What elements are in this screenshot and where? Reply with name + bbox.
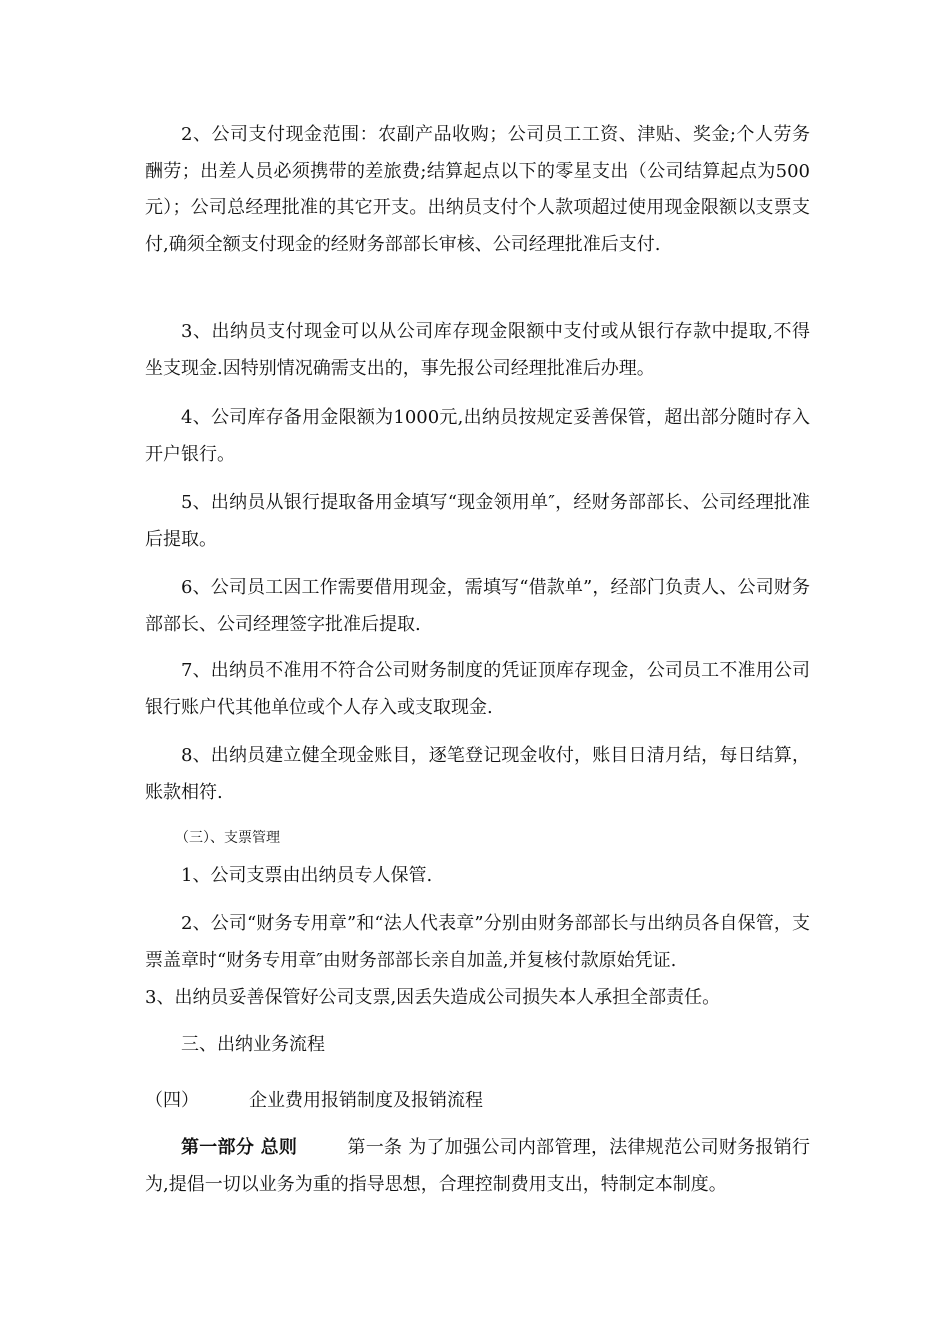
part-1-article-1 — [145, 1130, 810, 1203]
section-4-prefix: （四） — [145, 1090, 199, 1111]
section-3-item-3: 3、出纳员妥善保管好公司支票,因丢失造成公司损失本人承担全部责任。 — [145, 987, 721, 1008]
article-1-text: 为了加强公司内部管理，法律规范公司财务报销行为,提倡一切以业务为重的指导思想，合理控制费用支出，特制定本制度。 — [145, 1137, 810, 1195]
paragraph-2: 2、公司支付现金范围：农副产品收购；公司员工工资、津贴、奖金;个人劳务酬劳；出差人员必须携带的差旅费;结算起点以下的零星支出（公司结算起点为500元）；公司总经理批准的其它开支。出纳员支付个人款项超过使用现金限额以支票支付,确须全额支付现金的经财务部部长审核、公司经理批准后支付. — [145, 124, 810, 255]
paragraph-5: 5、出纳员从银行提取备用金填写“现金领用单″，经财务部部长、公司经理批准后提取。 — [145, 492, 810, 550]
section-3-heading: （三）、支票管理 — [175, 830, 280, 846]
section-cashier-heading: 三、出纳业务流程 — [181, 1034, 325, 1055]
paragraph-7: 7、出纳员不准用不符合公司财务制度的凭证顶库存现金，公司员工不准用公司银行账户代其他单位或个人存入或支取现金. — [145, 660, 810, 718]
section-4-title: 企业费用报销制度及报销流程 — [249, 1090, 483, 1111]
section-4-heading — [145, 1083, 810, 1119]
article-1-label: 第一条 — [347, 1137, 403, 1158]
section-3-item-2: 2、公司“财务专用章”和“法人代表章”分别由财务部部长与出纳员各自保管，支票盖章时“财务专用章″由财务部部长亲自加盖,并复核付款原始凭证. — [145, 913, 810, 971]
part-1-heading: 第一部分 总则 — [181, 1137, 298, 1158]
section-3-item-1: 1、公司支票由出纳员专人保管. — [181, 865, 433, 886]
paragraph-3: 3、出纳员支付现金可以从公司库存现金限额中支付或从银行存款中提取,不得坐支现金.因特别情况确需支出的，事先报公司经理批准后办理。 — [145, 321, 810, 379]
paragraph-6: 6、公司员工因工作需要借用现金，需填写“借款单”，经部门负责人、公司财务部部长、公司经理签字批准后提取. — [145, 577, 810, 635]
paragraph-4: 4、公司库存备用金限额为1000元,出纳员按规定妥善保管，超出部分随时存入开户银行。 — [145, 407, 810, 465]
paragraph-8: 8、出纳员建立健全现金账目，逐笔登记现金收付，账目日清月结，每日结算，账款相符. — [145, 745, 810, 803]
